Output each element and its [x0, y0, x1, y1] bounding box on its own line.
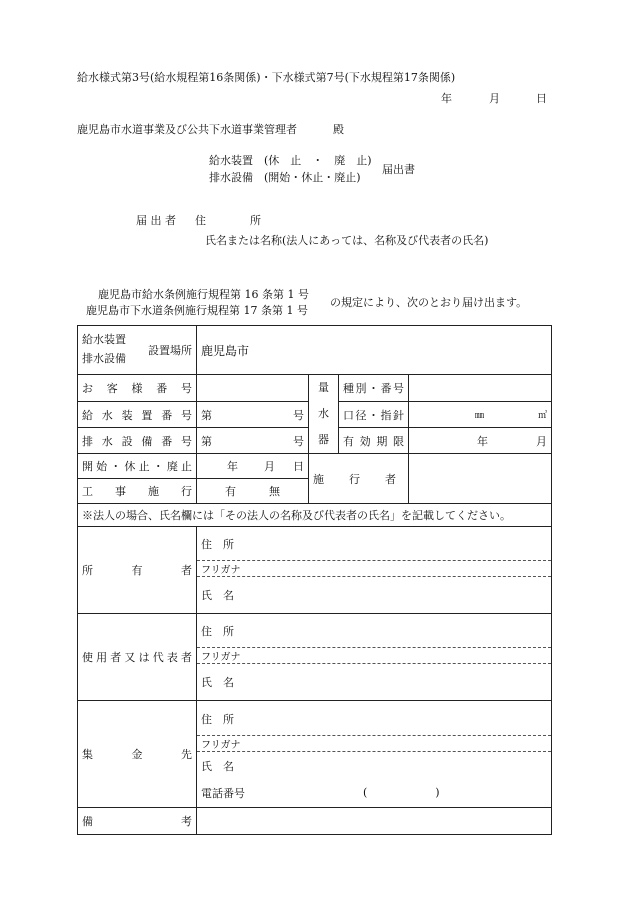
install-location-field[interactable] [197, 326, 552, 375]
contractor-label-cell [309, 454, 409, 504]
start-stop-date-field[interactable] [197, 454, 309, 479]
owner-address-field[interactable] [197, 528, 551, 561]
title-drain-label: 排水設備 [209, 171, 253, 184]
owner-furigana-label: フリガナ [201, 564, 241, 576]
drain-dai: 第 [201, 434, 212, 448]
construction-label: 工事施行 [78, 479, 197, 504]
mm-unit: ㎜ [475, 411, 485, 422]
meter-bore-label: 口径・指針 [339, 402, 409, 428]
contractor-label: 施行者 [313, 472, 396, 486]
remarks-field[interactable] [197, 808, 552, 835]
date-day-label: 日 [536, 92, 547, 105]
drain-number-label: 排水設備番号 [78, 428, 197, 454]
install-supply-label: 給水装置 [82, 333, 126, 347]
meter-label-cell [309, 375, 339, 454]
collector-phone-field[interactable] [197, 780, 551, 806]
meter-type-field[interactable] [409, 375, 552, 402]
applicant-label: 届 出 者 [136, 214, 176, 227]
title-supply-options: (休 止 ・ 廃 止) [264, 154, 372, 167]
valid-period-field[interactable] [409, 428, 552, 454]
user-name-field[interactable] [197, 664, 551, 700]
corporate-note: ※法人の場合、氏名欄には「その法人の名称及び代表者の氏名」を記載してください。 [78, 504, 552, 527]
drain-go: 号 [293, 434, 304, 448]
supply-number-label: 給水装置番号 [78, 402, 197, 428]
start-month: 月 [264, 460, 275, 473]
owner-name-label: 氏 名 [201, 588, 234, 602]
applicant-address-label: 住 所 [195, 214, 261, 227]
owner-furigana-field[interactable] [197, 561, 551, 577]
addressee: 鹿児島市水道事業及び公共下水道事業管理者 [77, 123, 297, 136]
start-year: 年 [227, 460, 238, 473]
m3-unit: ㎥ [538, 411, 548, 422]
collector-furigana-label: フリガナ [201, 739, 241, 751]
meter-bore-field[interactable] [409, 402, 552, 428]
supply-number-field[interactable] [197, 402, 309, 428]
start-day: 日 [293, 460, 304, 473]
collector-name-field[interactable] [197, 752, 551, 780]
install-location-label-cell [78, 326, 197, 375]
regulation-sewer: 鹿児島市下水道条例施行規程第 17 条第 1 号 [86, 304, 308, 317]
user-rep-fields [197, 614, 552, 701]
title-drain-options: (開始・休止・廃止) [264, 171, 361, 184]
user-rep-label: 使用者又は代表者 [78, 614, 197, 701]
valid-period-label: 有効期限 [339, 428, 409, 454]
collector-address-field[interactable] [197, 703, 551, 736]
valid-month: 月 [536, 434, 548, 448]
phone-paren-open: ( [363, 786, 368, 799]
date-month-label: 月 [489, 92, 500, 105]
valid-year: 年 [477, 434, 488, 448]
install-location-label: 設置場所 [148, 344, 192, 357]
drain-number-field[interactable] [197, 428, 309, 454]
honorific: 殿 [333, 123, 344, 136]
owner-label: 所有者 [78, 527, 197, 614]
phone-paren-close: ) [435, 786, 440, 799]
start-stop-label: 開始・休止・廃止 [78, 454, 197, 479]
construction-yes-no[interactable]: 有 無 [197, 479, 309, 504]
collector-fields [197, 701, 552, 808]
user-address-label: 住 所 [201, 624, 234, 638]
user-name-label: 氏 名 [201, 675, 234, 689]
user-address-field[interactable] [197, 615, 551, 648]
install-city: 鹿児島市 [201, 343, 250, 358]
form-number: 給水様式第3号(給水規程第16条関係)・下水様式第7号(下水規程第17条関係) [77, 71, 456, 84]
user-furigana-field[interactable] [197, 648, 551, 664]
contractor-field[interactable] [409, 454, 552, 504]
customer-number-field[interactable] [197, 375, 309, 402]
date-year-label: 年 [441, 92, 452, 105]
title-suffix: 届出書 [382, 163, 415, 176]
owner-fields [197, 527, 552, 614]
install-drain-label: 排水設備 [82, 352, 126, 365]
user-furigana-label: フリガナ [201, 651, 241, 663]
title-supply-label: 給水装置 [209, 154, 253, 167]
owner-name-field[interactable] [197, 577, 551, 613]
meter-type-label: 種別・番号 [339, 375, 409, 402]
applicant-name-label: 氏名または名称(法人にあっては、名称及び代表者の氏名) [205, 234, 489, 247]
collector-label: 集金先 [78, 701, 197, 808]
collector-name-label: 氏 名 [201, 759, 234, 773]
supply-go: 号 [293, 408, 304, 422]
collector-phone-label: 電話番号 [201, 786, 245, 800]
application-table [77, 325, 552, 835]
regulation-suffix: の規定により、次のとおり届け出ます。 [330, 296, 528, 309]
regulation-supply: 鹿児島市給水条例施行規程第 16 条第 1 号 [98, 288, 309, 301]
supply-dai: 第 [201, 408, 212, 422]
collector-furigana-field[interactable] [197, 736, 551, 752]
customer-number-label: お客様番号 [78, 375, 197, 402]
remarks-label: 備考 [78, 808, 197, 835]
collector-address-label: 住 所 [201, 712, 234, 726]
meter-label: 量水器 [318, 381, 329, 446]
owner-address-label: 住 所 [201, 537, 234, 551]
